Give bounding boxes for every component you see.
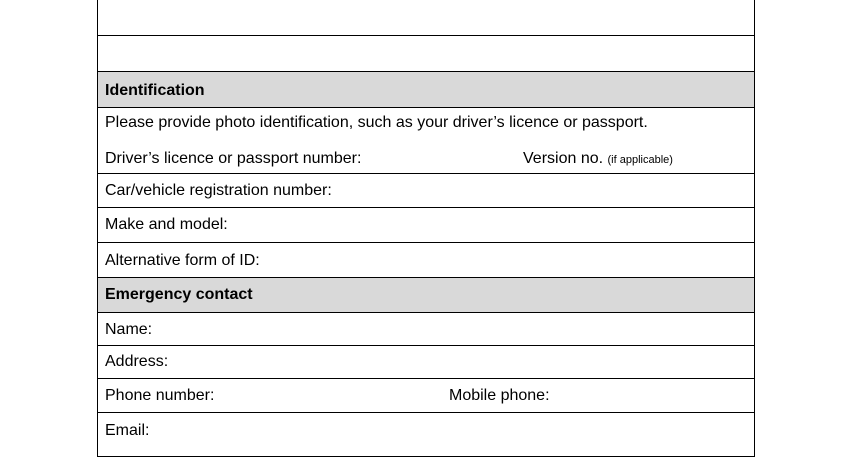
application-form	[97, 0, 755, 457]
phone-row[interactable]	[98, 379, 754, 413]
photo-id-instruction: Please provide photo identification, such as your driver’s licence or passport.	[105, 114, 648, 131]
emergency-section-header	[98, 278, 754, 313]
phone-label: Phone number:	[105, 387, 215, 404]
version-number-label	[523, 150, 673, 168]
emergency-heading: Emergency contact	[105, 286, 253, 303]
make-model-row[interactable]	[98, 208, 754, 243]
registration-label: Car/vehicle registration number:	[105, 182, 332, 199]
identification-heading: Identification	[105, 82, 205, 99]
address-row[interactable]	[98, 346, 754, 379]
identification-section-header	[98, 72, 754, 108]
name-label: Name:	[105, 321, 153, 338]
licence-row[interactable]	[98, 108, 754, 174]
registration-row[interactable]	[98, 174, 754, 208]
alternative-id-label: Alternative form of ID:	[105, 252, 260, 269]
email-row[interactable]	[98, 413, 754, 457]
make-model-label: Make and model:	[105, 216, 228, 233]
licence-number-label: Driver’s licence or passport number:	[105, 150, 362, 167]
alternative-id-row[interactable]	[98, 243, 754, 278]
blank-row-1[interactable]	[98, 0, 754, 36]
email-label: Email:	[105, 422, 150, 439]
address-label: Address:	[105, 353, 169, 370]
mobile-label: Mobile phone:	[449, 387, 550, 404]
blank-row-2[interactable]	[98, 36, 754, 72]
name-row[interactable]	[98, 313, 754, 346]
version-label-text: Version no.	[523, 150, 604, 167]
version-note: (if applicable)	[607, 154, 673, 166]
